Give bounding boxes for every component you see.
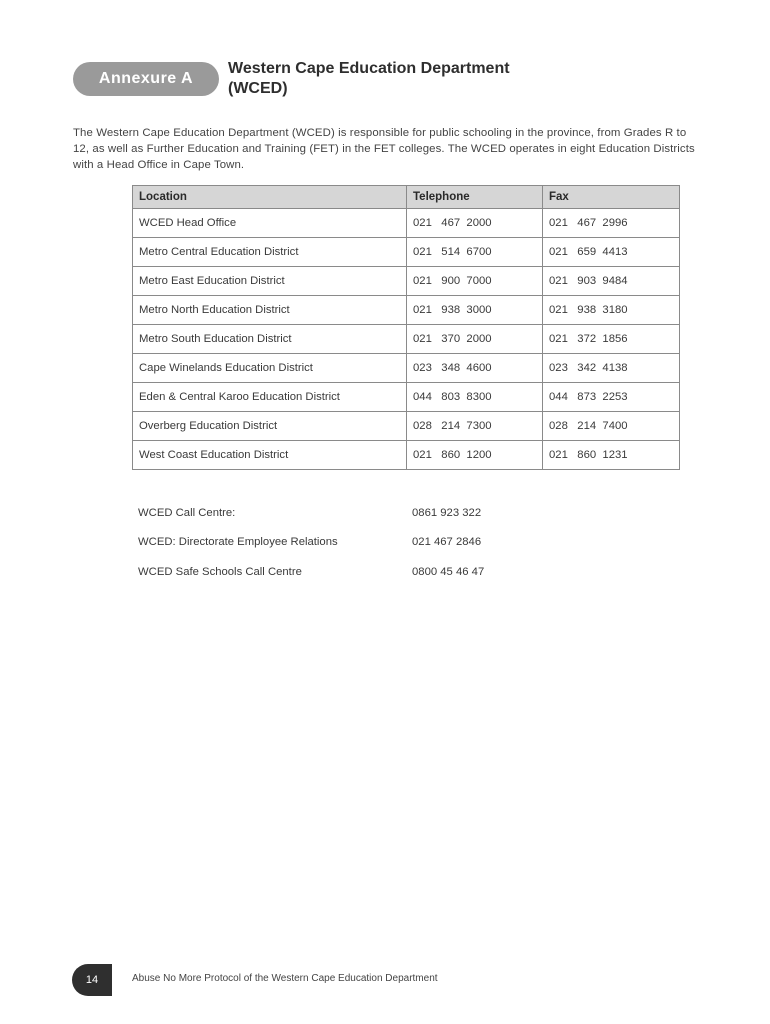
page-title-line-1: Western Cape Education Department — [228, 60, 510, 77]
table-row — [133, 325, 680, 354]
telephone-code: 021 — [413, 449, 432, 461]
table-row — [133, 267, 680, 296]
fax-code: 021 — [549, 304, 568, 316]
fax-number: 372 1856 — [577, 333, 628, 345]
fax-cell — [543, 238, 680, 267]
telephone-code: 028 — [413, 420, 432, 432]
telephone-cell — [407, 412, 543, 441]
contact-row — [138, 528, 588, 558]
telephone-cell — [407, 296, 543, 325]
fax-code: 044 — [549, 391, 568, 403]
fax-cell — [543, 383, 680, 412]
fax-number: 467 2996 — [577, 217, 628, 229]
contact-label: WCED Call Centre: — [138, 506, 236, 519]
table-row — [133, 354, 680, 383]
fax-code: 021 — [549, 217, 568, 229]
table-header-row — [133, 186, 680, 209]
telephone-code: 023 — [413, 362, 432, 374]
location-cell: West Coast Education District — [133, 441, 407, 470]
intro-paragraph: The Western Cape Education Department (WCED) is responsible for public schooling in the province, from Grades R to 12, as well as Further Education and Training (FET) in the FET colleges. The WCED operates in eight Education Districts with a Head Office in Cape Town. — [73, 127, 695, 171]
column-header-fax: Fax — [543, 186, 680, 209]
fax-code: 021 — [549, 333, 568, 345]
location-cell: WCED Head Office — [133, 209, 407, 238]
telephone-cell — [407, 441, 543, 470]
fax-number: 342 4138 — [577, 362, 628, 374]
table-row — [133, 296, 680, 325]
telephone-cell — [407, 238, 543, 267]
contact-number: 0861 923 322 — [412, 506, 482, 519]
contact-label: WCED Safe Schools Call Centre — [138, 565, 302, 578]
annexure-badge — [73, 62, 219, 96]
fax-number: 873 2253 — [577, 391, 628, 403]
contact-row — [138, 557, 588, 587]
fax-code: 028 — [549, 420, 568, 432]
additional-contacts — [138, 498, 588, 587]
table-row — [133, 238, 680, 267]
table-row — [133, 412, 680, 441]
page-number: 14 — [85, 974, 99, 986]
telephone-code: 021 — [413, 246, 432, 258]
contact-number: 021 467 2846 — [412, 536, 482, 549]
contact-number: 0800 45 46 47 — [412, 565, 485, 578]
fax-cell — [543, 354, 680, 383]
fax-cell — [543, 267, 680, 296]
annexure-badge-label: Annexure A — [98, 70, 194, 87]
fax-number: 860 1231 — [577, 449, 628, 461]
contact-row — [138, 498, 588, 528]
district-contacts-table — [132, 185, 680, 470]
fax-number: 659 4413 — [577, 246, 628, 258]
fax-code: 021 — [549, 246, 568, 258]
telephone-number: 514 6700 — [441, 246, 492, 258]
fax-cell — [543, 412, 680, 441]
fax-number: 903 9484 — [577, 275, 628, 287]
page-number-tab — [72, 964, 112, 996]
telephone-code: 021 — [413, 217, 432, 229]
telephone-cell — [407, 209, 543, 238]
location-cell: Metro East Education District — [133, 267, 407, 296]
fax-code: 021 — [549, 449, 568, 461]
telephone-number: 938 3000 — [441, 304, 492, 316]
telephone-cell — [407, 354, 543, 383]
column-header-location: Location — [133, 186, 407, 209]
telephone-number: 467 2000 — [441, 217, 492, 229]
fax-cell — [543, 325, 680, 354]
location-cell: Cape Winelands Education District — [133, 354, 407, 383]
telephone-cell — [407, 267, 543, 296]
telephone-number: 214 7300 — [441, 420, 492, 432]
telephone-code: 021 — [413, 304, 432, 316]
telephone-cell — [407, 383, 543, 412]
telephone-number: 803 8300 — [441, 391, 492, 403]
location-cell: Overberg Education District — [133, 412, 407, 441]
location-cell: Eden & Central Karoo Education District — [133, 383, 407, 412]
contact-label: WCED: Directorate Employee Relations — [138, 536, 338, 549]
telephone-code: 044 — [413, 391, 432, 403]
fax-cell — [543, 441, 680, 470]
fax-cell — [543, 296, 680, 325]
table-row — [133, 383, 680, 412]
location-cell: Metro Central Education District — [133, 238, 407, 267]
fax-code: 021 — [549, 275, 568, 287]
fax-number: 938 3180 — [577, 304, 628, 316]
telephone-number: 860 1200 — [441, 449, 492, 461]
table-row — [133, 441, 680, 470]
table-row — [133, 209, 680, 238]
page-title — [228, 59, 588, 99]
telephone-number: 348 4600 — [441, 362, 492, 374]
telephone-code: 021 — [413, 275, 432, 287]
fax-code: 023 — [549, 362, 568, 374]
telephone-cell — [407, 325, 543, 354]
fax-number: 214 7400 — [577, 420, 628, 432]
page-title-line-2: (WCED) — [228, 80, 288, 97]
location-cell: Metro North Education District — [133, 296, 407, 325]
fax-cell — [543, 209, 680, 238]
location-cell: Metro South Education District — [133, 325, 407, 354]
telephone-number: 900 7000 — [441, 275, 492, 287]
footer-text: Abuse No More Protocol of the Western Cape Education Department — [132, 973, 438, 984]
telephone-number: 370 2000 — [441, 333, 492, 345]
telephone-code: 021 — [413, 333, 432, 345]
column-header-telephone: Telephone — [407, 186, 543, 209]
